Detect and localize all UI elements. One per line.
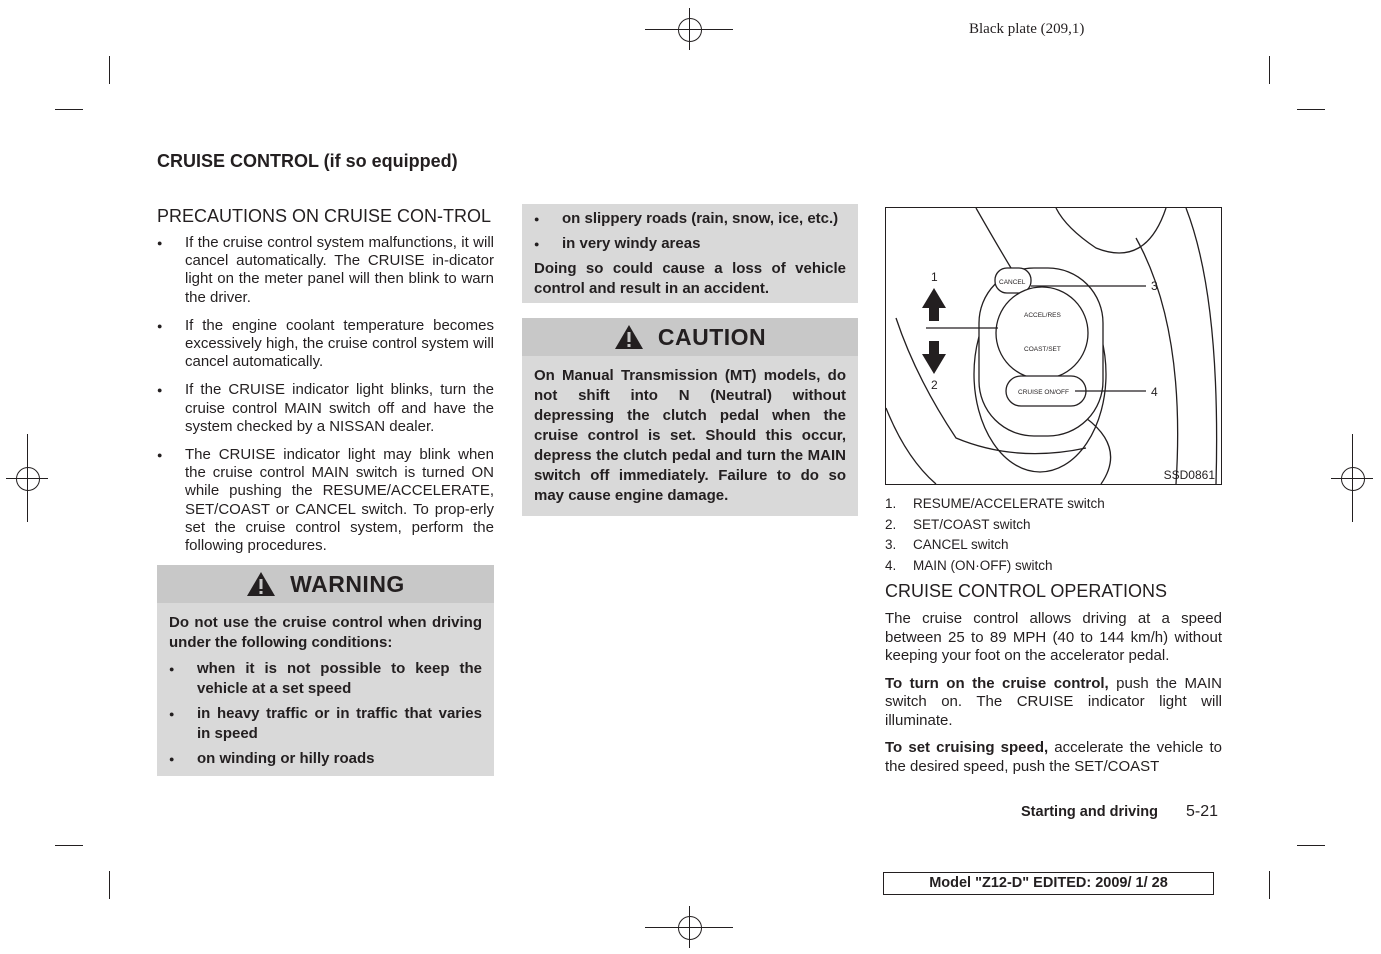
model-edition-box: Model "Z12-D" EDITED: 2009/ 1/ 28	[883, 872, 1214, 895]
precautions-list	[157, 234, 494, 555]
figure-captions	[885, 494, 1222, 576]
figure-code: SSD0861	[1163, 468, 1215, 482]
list-item	[885, 535, 1222, 556]
warning-intro: Do not use the cruise control when driving under the following conditions:	[169, 614, 482, 652]
caution-text: On Manual Transmission (MT) models, do not shift into N (Neutral) without depressing the clutch pedal when the cruise control is set. Should this occur, depress the clutch pedal and turn the MAIN switch off immediately. Failure to do so may cause engine damage.	[534, 367, 846, 504]
caption-number: 4.	[885, 557, 897, 573]
crop-mark	[1297, 845, 1325, 846]
crop-mark	[55, 109, 83, 110]
caption-text: MAIN (ON·OFF) switch	[913, 557, 1053, 573]
registration-circle	[16, 467, 40, 491]
caption-text: RESUME/ACCELERATE switch	[913, 496, 1105, 511]
list-item: ● when it is not possible to keep the vehicle at a set speed	[169, 659, 482, 699]
caption-number: 1.	[885, 496, 897, 511]
precautions-heading: PRECAUTIONS ON CRUISE CON-TROL	[157, 206, 492, 226]
crop-mark	[109, 56, 110, 84]
list-item: ● in very windy areas	[534, 234, 846, 254]
warning-continued-body	[522, 204, 858, 303]
label-cruise-onoff: CRUISE ON/OFF	[1018, 389, 1069, 396]
label-cancel: CANCEL	[999, 279, 1026, 286]
warning-list	[169, 659, 482, 769]
warning-title: WARNING	[290, 570, 405, 597]
caution-header	[522, 318, 858, 356]
steering-wheel-illustration	[886, 208, 1221, 484]
warning-continued-box	[522, 204, 858, 303]
list-item: ● The CRUISE indicator light may blink when the cruise control MAIN switch is turned ON while pushing the RESUME/ACCELERATE, SET/COAST or CANCEL switch. To prop-erly set the cruise control system, perform the following procedures.	[157, 446, 494, 555]
caution-box	[522, 318, 858, 516]
list-item	[885, 494, 1222, 515]
caution-title: CAUTION	[657, 323, 767, 350]
list-item: ● If the cruise control system malfunctions, it will cancel automatically. The CRUISE in-dicator light on the meter panel will then blink to warn the driver.	[157, 234, 494, 307]
registration-circle	[678, 18, 702, 42]
column-left	[157, 206, 494, 776]
crop-mark	[1269, 56, 1270, 84]
caution-body	[522, 356, 858, 516]
crop-mark	[1269, 871, 1270, 899]
turn-on-text: push the MAIN switch on. The CRUISE indicator light will illuminate.	[885, 674, 1222, 729]
operations-set-speed	[885, 739, 1222, 776]
callout-2: 2	[931, 378, 938, 392]
operations-turn-on	[885, 675, 1222, 731]
section-title: CRUISE CONTROL (if so equipped)	[157, 151, 458, 171]
list-item: ● on slippery roads (rain, snow, ice, etc.)	[534, 209, 846, 229]
warning-continued-list	[534, 209, 846, 254]
callout-1: 1	[931, 270, 938, 284]
caption-text: CANCEL switch	[913, 537, 1009, 552]
label-coast-set: COAST/SET	[1024, 346, 1061, 353]
operations-intro: The cruise control allows driving at a speed between 25 to 89 MPH (40 to 144 km/h) without keeping your foot on the accelerator pedal.	[885, 610, 1222, 664]
list-item: ● If the CRUISE indicator light blinks, turn the cruise control MAIN switch off and have the system checked by a NISSAN dealer.	[157, 381, 494, 436]
warning-icon	[614, 324, 644, 350]
operations-heading: CRUISE CONTROL OPERATIONS	[885, 581, 1168, 601]
set-speed-lead: To set cruising speed,	[885, 739, 1049, 756]
list-item: ● in heavy traffic or in traffic that varies in speed	[169, 704, 482, 744]
warning-box	[157, 565, 494, 776]
crop-mark	[55, 845, 83, 846]
caption-number: 3.	[885, 537, 897, 552]
warning-icon	[246, 571, 276, 597]
warning-header	[157, 565, 494, 603]
footer-section-label: Starting and driving	[1021, 804, 1158, 820]
list-item	[885, 556, 1222, 577]
crop-mark	[109, 871, 110, 899]
steering-switch-figure	[885, 207, 1222, 485]
label-accel-res: ACCEL/RES	[1024, 312, 1061, 319]
plate-label: Black plate (209,1)	[969, 21, 1085, 37]
caption-number: 2.	[885, 516, 897, 532]
crop-mark	[1297, 109, 1325, 110]
list-item	[885, 515, 1222, 536]
column-right	[885, 207, 1222, 785]
callout-4: 4	[1151, 385, 1158, 399]
list-item: ● If the engine coolant temperature becomes excessively high, the cruise control system will cancel automatically.	[157, 317, 494, 372]
turn-on-lead: To turn on the cruise control,	[885, 674, 1109, 692]
set-speed-text: accelerate the vehicle to the desired speed, push the SET/COAST	[885, 739, 1222, 775]
registration-circle	[678, 916, 702, 940]
warning-body	[157, 603, 494, 776]
registration-circle	[1341, 467, 1365, 491]
page-number: 5-21	[1186, 803, 1219, 820]
callout-3: 3	[1151, 279, 1158, 293]
list-item: ● on winding or hilly roads	[169, 749, 482, 769]
warning-outro: Doing so could cause a loss of vehicle control and result in an accident.	[534, 260, 846, 297]
caption-text: SET/COAST switch	[913, 516, 1031, 532]
column-middle	[522, 204, 858, 516]
